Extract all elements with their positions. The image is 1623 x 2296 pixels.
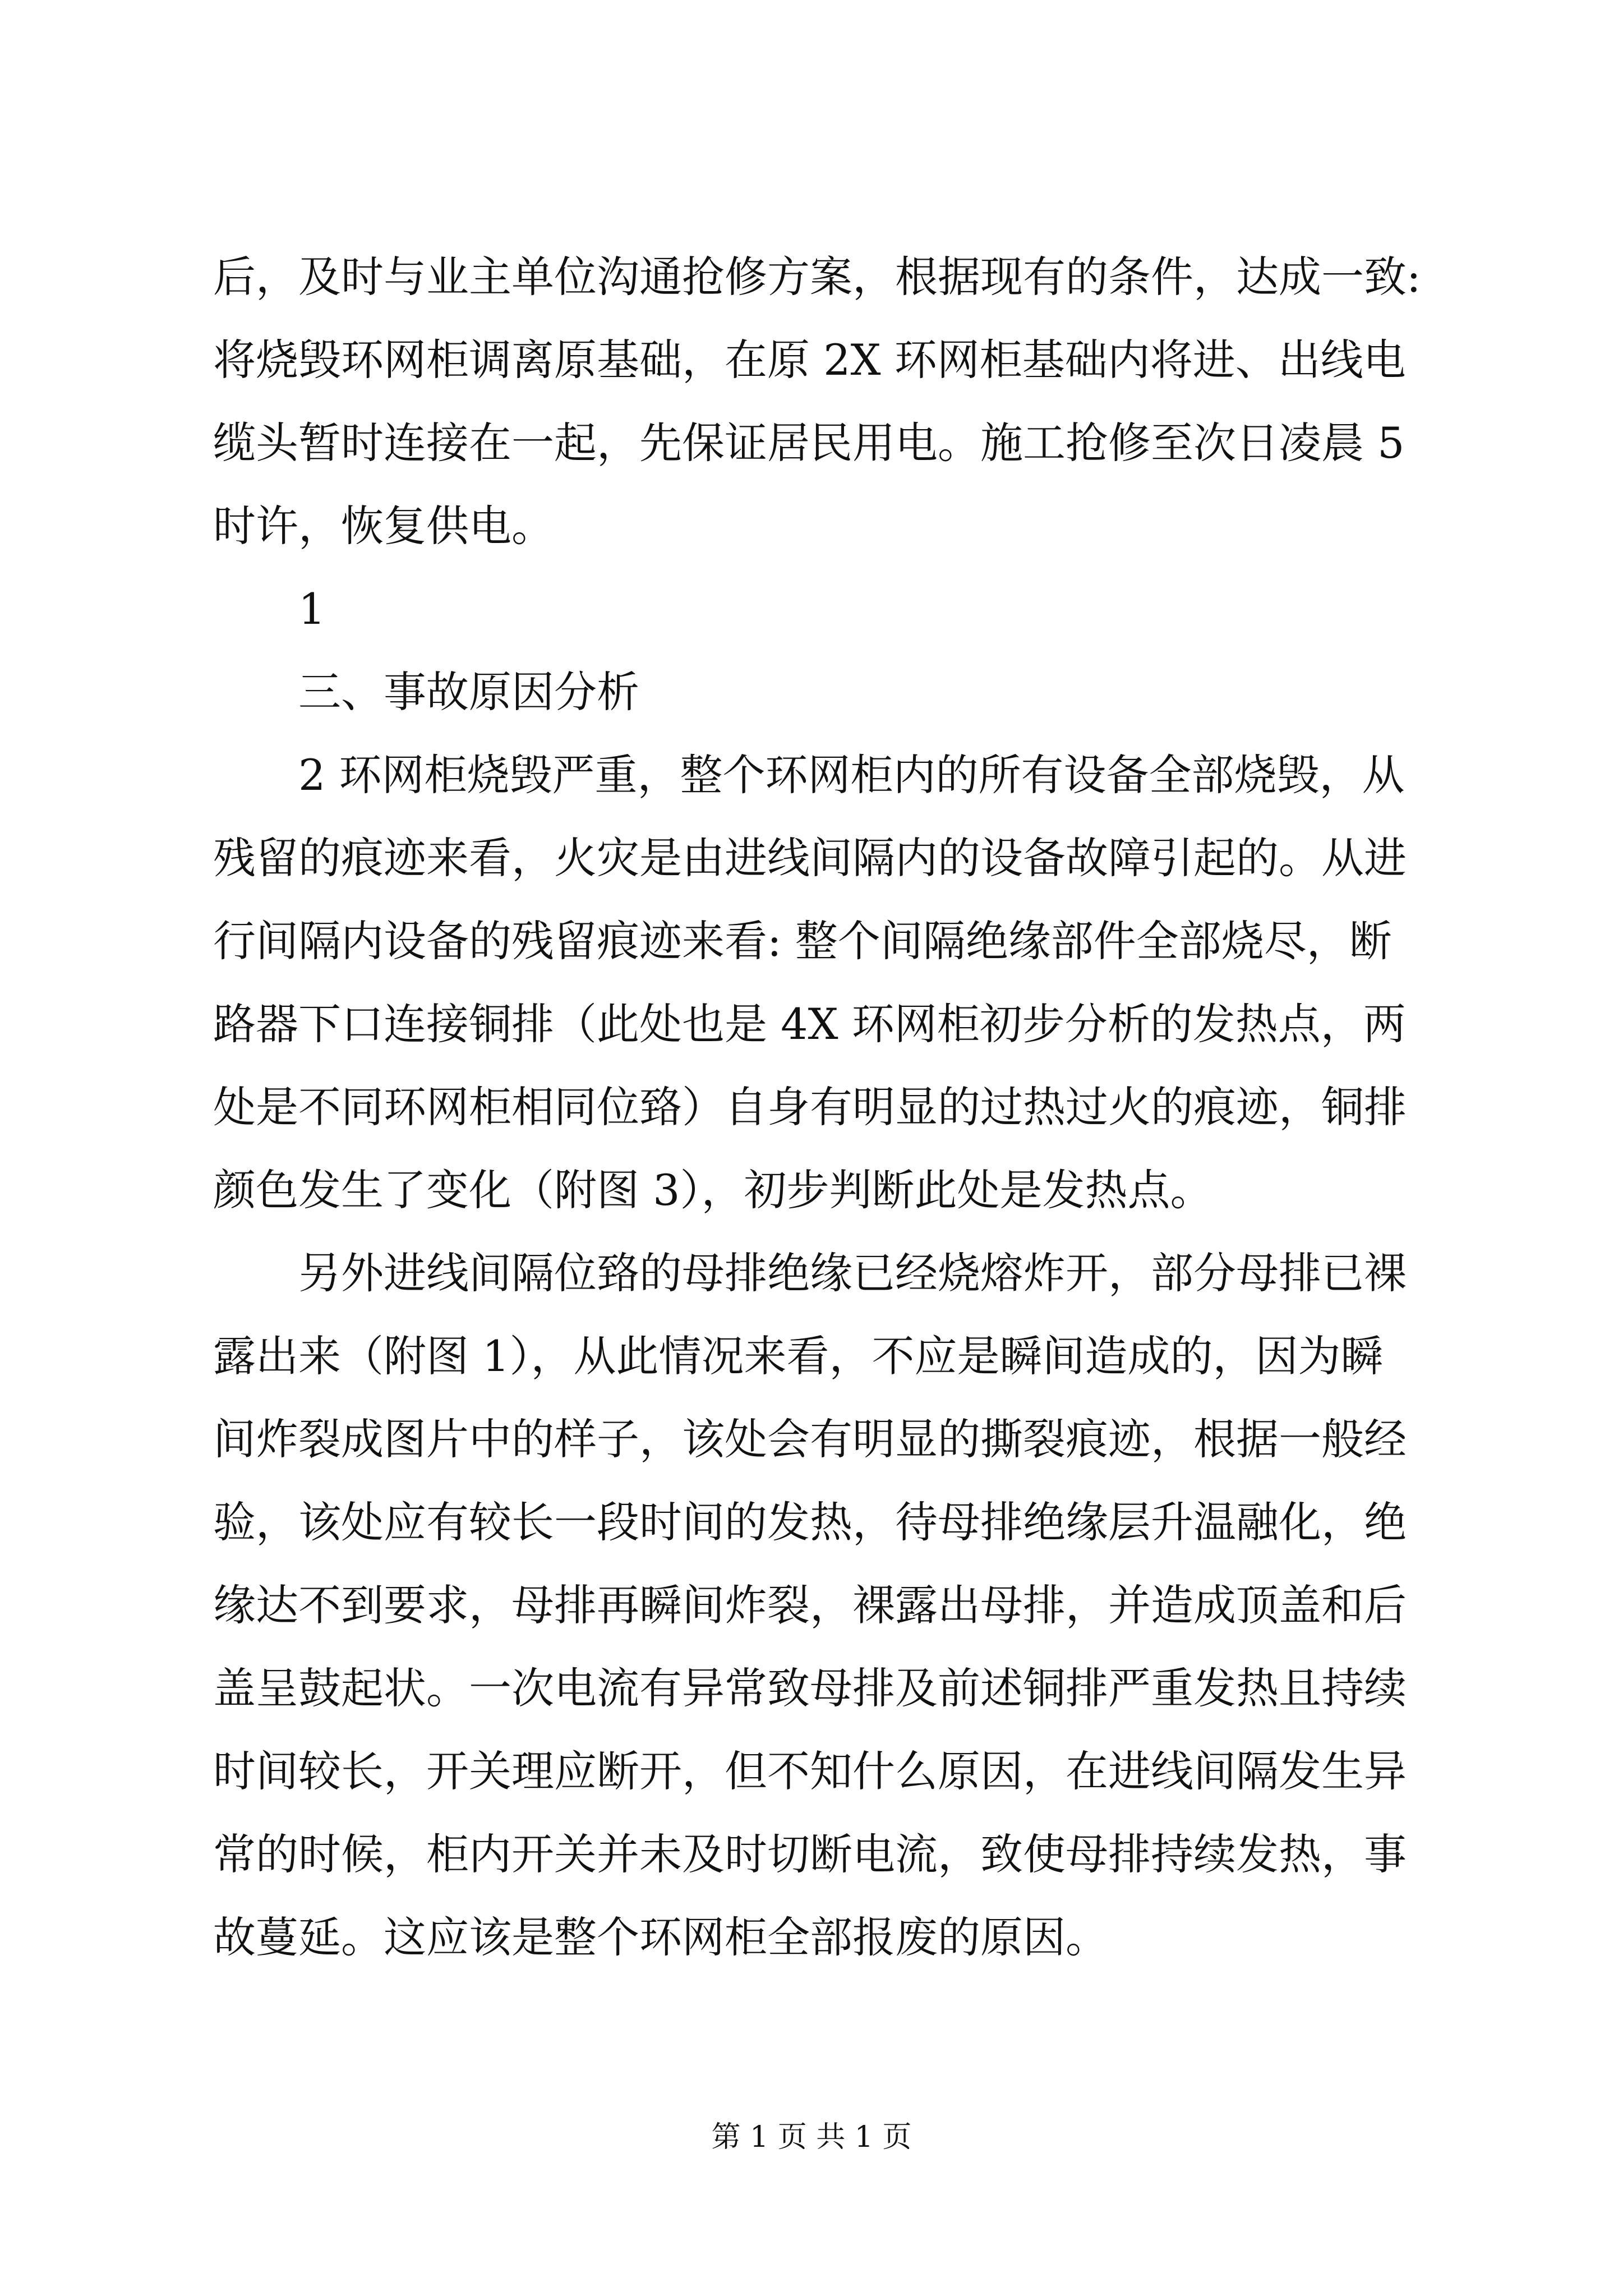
text-line: 残留的痕迹来看，火灾是由进线间隔内的设备故障引起的。从进 bbox=[213, 833, 1407, 883]
text-line: 露出来（附图 1），从此情况来看，不应是瞬间造成的，因为瞬 bbox=[213, 1331, 1384, 1381]
text-line: 另外进线间隔位臵的母排绝缘已经烧熔炸开，部分母排已裸 bbox=[298, 1248, 1407, 1298]
page-footer bbox=[0, 2118, 1623, 2157]
paragraph-accident-handling bbox=[213, 236, 1421, 568]
text-line: 验，该处应有较长一段时间的发热，待母排绝缘层升温融化，绝 bbox=[213, 1497, 1407, 1547]
section-heading: 三、事故原因分析 bbox=[298, 667, 639, 717]
text-line: 时间较长，开关理应断开，但不知什么原因，在进线间隔发生异 bbox=[213, 1746, 1407, 1796]
page-marker: 1 bbox=[298, 584, 326, 634]
text-line: 2 环网柜烧毁严重，整个环网柜内的所有设备全部烧毁，从 bbox=[298, 750, 1405, 800]
text-line: 行间隔内设备的残留痕迹来看: 整个间隔绝缘部件全部烧尽，断 bbox=[213, 916, 1392, 966]
text-line: 处是不同环网柜相同位臵）自身有明显的过热过火的痕迹，铜排 bbox=[213, 1082, 1407, 1132]
paragraph-cause-analysis bbox=[213, 734, 1410, 1232]
text-line: 缘达不到要求，母排再瞬间炸裂，裸露出母排，并造成顶盖和后 bbox=[213, 1580, 1407, 1630]
text-line: 间炸裂成图片中的样子，该处会有明显的撕裂痕迹，根据一般经 bbox=[213, 1414, 1407, 1464]
text-line: 缆头暂时连接在一起，先保证居民用电。施工抢修至次日凌晨 5 bbox=[213, 418, 1405, 468]
page-number: 第 1 页 共 1 页 bbox=[711, 2120, 912, 2154]
text-line: 盖呈鼓起状。一次电流有异常致母排及前述铜排严重发热且持续 bbox=[213, 1663, 1407, 1713]
text-line: 常的时候，柜内开关并未及时切断电流，致使母排持续发热，事 bbox=[213, 1829, 1407, 1879]
text-line: 颜色发生了变化（附图 3），初步判断此处是发热点。 bbox=[213, 1165, 1213, 1215]
document-body bbox=[213, 236, 1421, 1979]
text-line: 故蔓延。这应该是整个环网柜全部报废的原因。 bbox=[213, 1912, 1108, 1962]
text-line: 时许，恢复供电。 bbox=[213, 501, 554, 551]
text-line: 后，及时与业主单位沟通抢修方案，根据现有的条件，达成一致: bbox=[213, 252, 1421, 302]
paragraph-busbar-analysis bbox=[213, 1232, 1410, 1979]
text-line: 路器下口连接铜排（此处也是 4X 环网柜初步分析的发热点，两 bbox=[213, 999, 1406, 1049]
text-line: 将烧毁环网柜调离原基础，在原 2X 环网柜基础内将进、出线电 bbox=[213, 335, 1406, 385]
